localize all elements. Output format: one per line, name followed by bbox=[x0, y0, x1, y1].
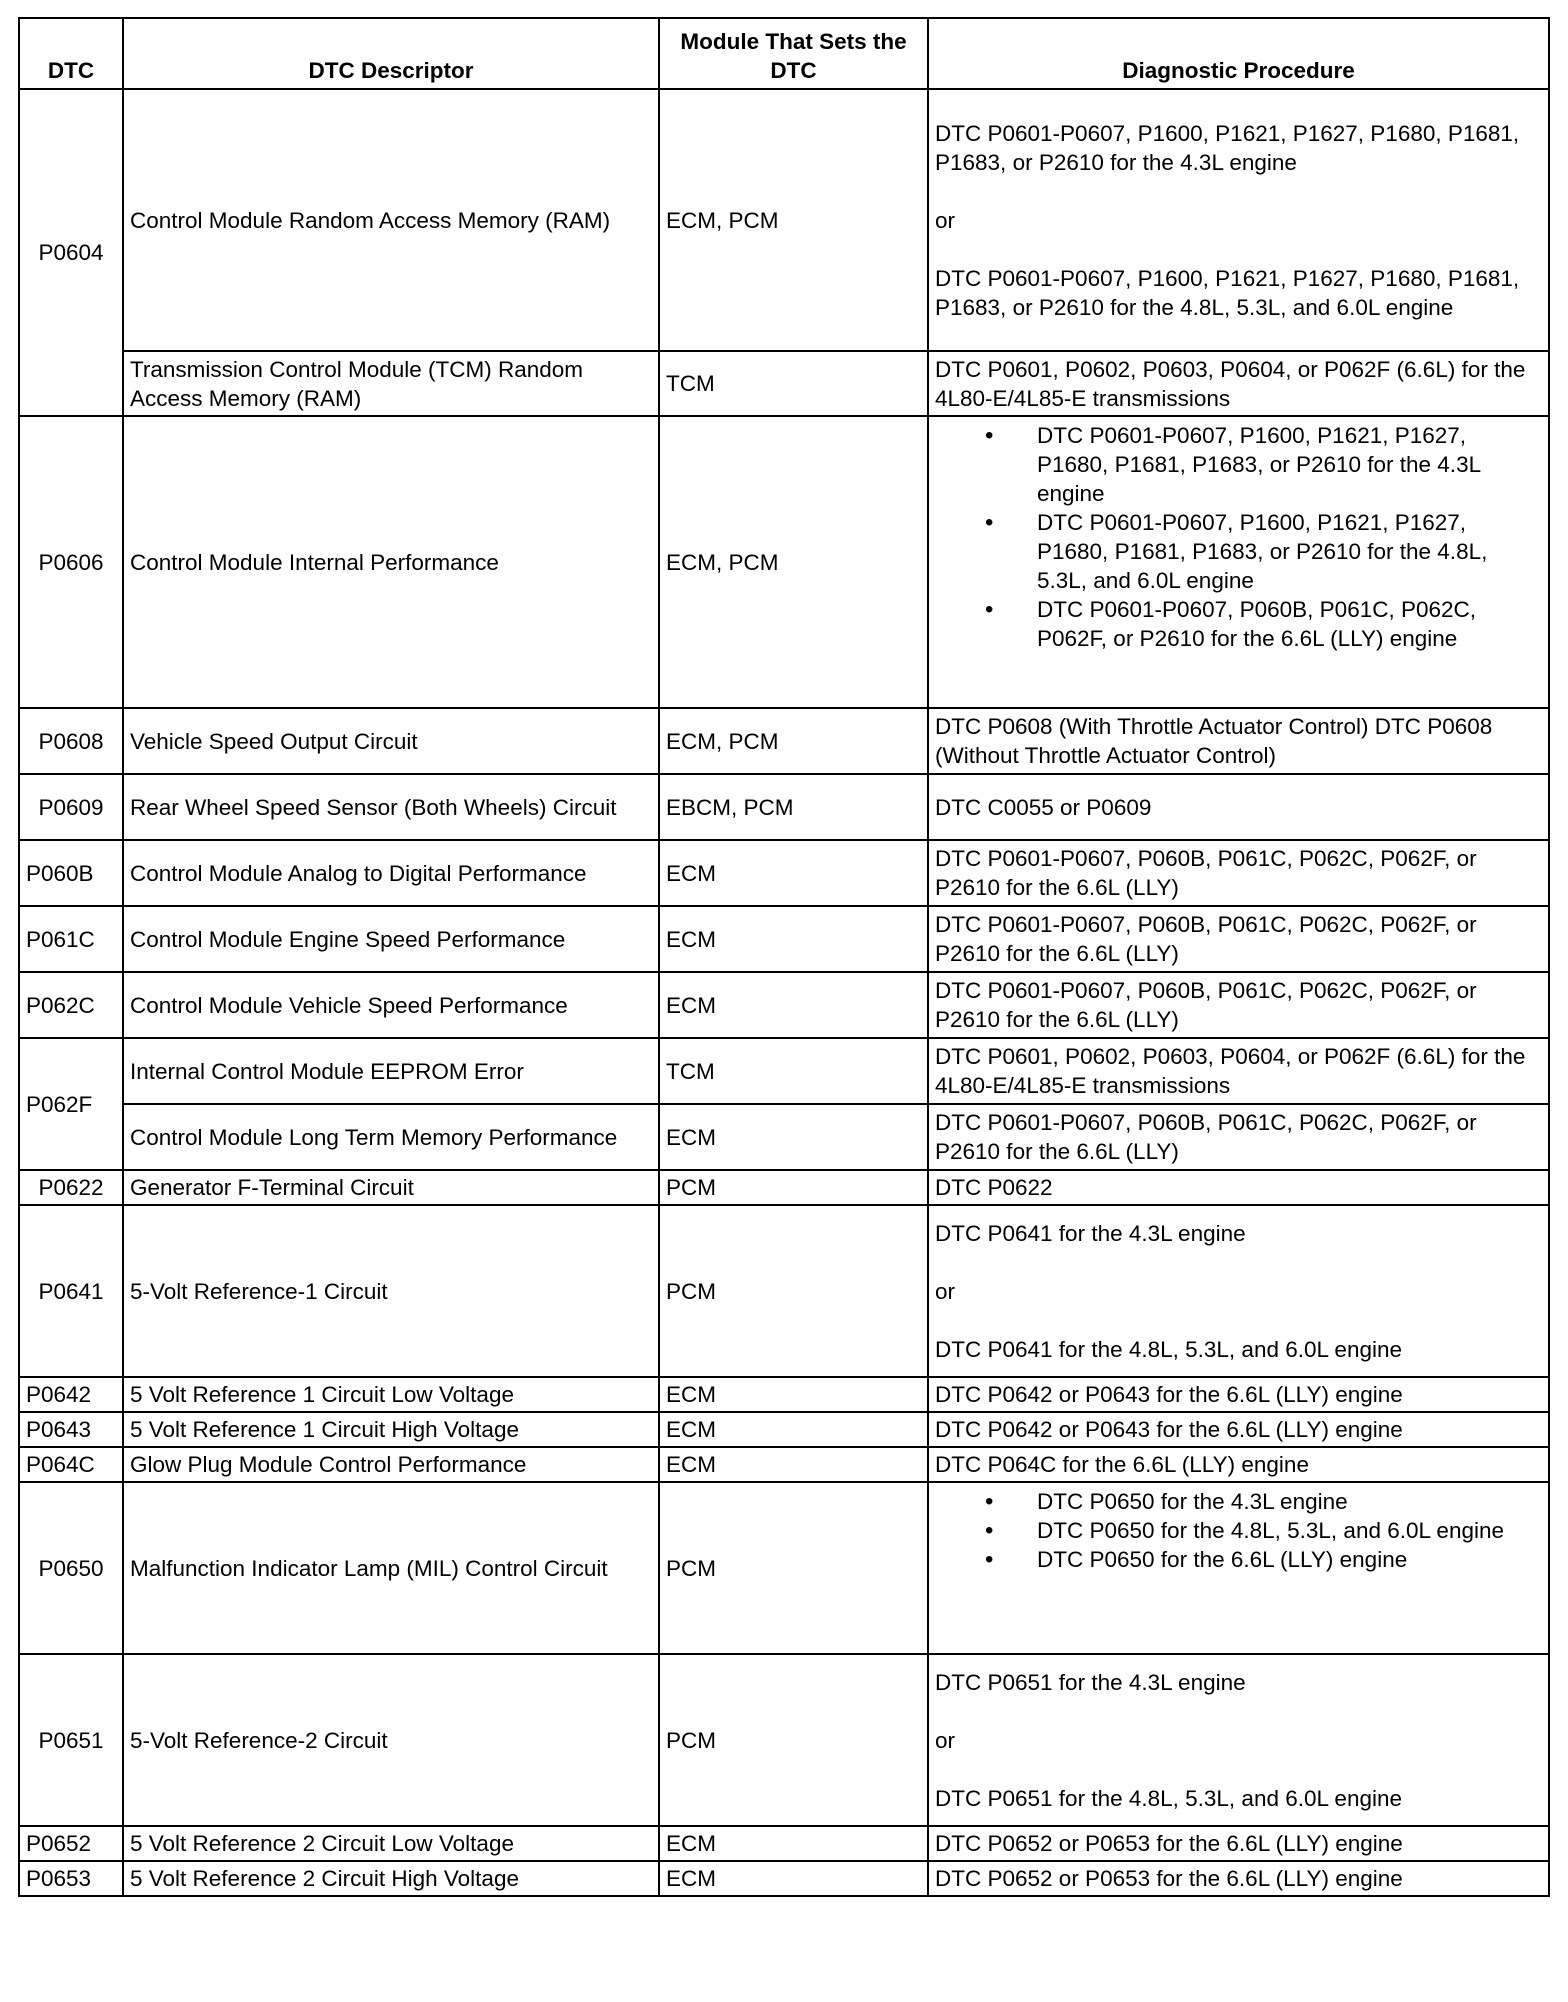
procedure-line: DTC P0601-P0607, P1600, P1621, P1627, P1680, P1681, P1683, or P2610 for the 4.3L engine bbox=[935, 120, 1520, 175]
list-item: • DTC P0601-P0607, P060B, P061C, P062C, P062F, or P2610 for the 6.6L (LLY) engine bbox=[1037, 595, 1542, 653]
procedure-bullet-list bbox=[935, 1487, 1542, 1574]
module: EBCM, PCM bbox=[659, 774, 928, 840]
diagnostic-procedure bbox=[928, 1654, 1549, 1826]
dtc-descriptor: Rear Wheel Speed Sensor (Both Wheels) Circuit bbox=[123, 774, 659, 840]
dtc-code: P0652 bbox=[19, 1826, 123, 1861]
diagnostic-procedure: DTC P0601-P0607, P060B, P061C, P062C, P062F, or P2610 for the 6.6L (LLY) bbox=[928, 1104, 1549, 1170]
diagnostic-procedure bbox=[928, 416, 1549, 708]
module: ECM, PCM bbox=[659, 416, 928, 708]
diagnostic-procedure: DTC P0601-P0607, P060B, P061C, P062C, P062F, or P2610 for the 6.6L (LLY) bbox=[928, 840, 1549, 906]
dtc-code: P0622 bbox=[19, 1170, 123, 1205]
dtc-descriptor: Control Module Internal Performance bbox=[123, 416, 659, 708]
list-item: • DTC P0601-P0607, P1600, P1621, P1627, P1680, P1681, P1683, or P2610 for the 4.3L engine bbox=[1037, 421, 1542, 508]
dtc-code: P064C bbox=[19, 1447, 123, 1482]
dtc-code: P0606 bbox=[19, 416, 123, 708]
module: ECM, PCM bbox=[659, 708, 928, 774]
dtc-descriptor: 5 Volt Reference 2 Circuit High Voltage bbox=[123, 1861, 659, 1896]
dtc-descriptor: Control Module Random Access Memory (RAM) bbox=[123, 89, 659, 351]
procedure-line: DTC P0651 for the 4.3L engine bbox=[935, 1669, 1246, 1695]
module: PCM bbox=[659, 1482, 928, 1654]
diagnostic-procedure bbox=[928, 89, 1549, 351]
module: ECM bbox=[659, 1861, 928, 1896]
table-row bbox=[19, 1447, 1549, 1482]
table-row bbox=[19, 1170, 1549, 1205]
module: ECM, PCM bbox=[659, 89, 928, 351]
table-row bbox=[19, 1826, 1549, 1861]
dtc-code: P0650 bbox=[19, 1482, 123, 1654]
dtc-code: P0604 bbox=[19, 89, 123, 416]
table-row bbox=[19, 972, 1549, 1038]
diagnostic-procedure bbox=[928, 1205, 1549, 1377]
module: ECM bbox=[659, 1377, 928, 1412]
table-row bbox=[19, 906, 1549, 972]
table-row bbox=[19, 351, 1549, 416]
list-item: • DTC P0650 for the 4.8L, 5.3L, and 6.0L engine bbox=[1037, 1516, 1542, 1545]
table-row bbox=[19, 1861, 1549, 1896]
table-row bbox=[19, 840, 1549, 906]
diagnostic-procedure: DTC P0642 or P0643 for the 6.6L (LLY) engine bbox=[928, 1412, 1549, 1447]
diagnostic-procedure bbox=[928, 1482, 1549, 1654]
module: TCM bbox=[659, 351, 928, 416]
header-procedure: Diagnostic Procedure bbox=[928, 18, 1549, 89]
module: ECM bbox=[659, 1826, 928, 1861]
table-row bbox=[19, 1482, 1549, 1654]
dtc-code: P0651 bbox=[19, 1654, 123, 1826]
table-row bbox=[19, 774, 1549, 840]
module: TCM bbox=[659, 1038, 928, 1104]
dtc-descriptor: Transmission Control Module (TCM) Random Access Memory (RAM) bbox=[123, 351, 659, 416]
header-module: Module That Sets the DTC bbox=[659, 18, 928, 89]
dtc-code: P0609 bbox=[19, 774, 123, 840]
dtc-code: P062F bbox=[19, 1038, 123, 1170]
dtc-descriptor: Vehicle Speed Output Circuit bbox=[123, 708, 659, 774]
table-row bbox=[19, 89, 1549, 351]
module: ECM bbox=[659, 1412, 928, 1447]
table-row bbox=[19, 1377, 1549, 1412]
diagnostic-procedure: DTC P064C for the 6.6L (LLY) engine bbox=[928, 1447, 1549, 1482]
diagnostic-procedure: DTC P0642 or P0643 for the 6.6L (LLY) engine bbox=[928, 1377, 1549, 1412]
dtc-table bbox=[18, 17, 1550, 1897]
procedure-bullet-list bbox=[935, 421, 1542, 653]
list-item: • DTC P0650 for the 6.6L (LLY) engine bbox=[1037, 1545, 1542, 1574]
dtc-code: P061C bbox=[19, 906, 123, 972]
procedure-line: DTC P0641 for the 4.3L engine bbox=[935, 1220, 1246, 1246]
module: ECM bbox=[659, 906, 928, 972]
header-row bbox=[19, 18, 1549, 89]
dtc-code: P060B bbox=[19, 840, 123, 906]
dtc-code: P0643 bbox=[19, 1412, 123, 1447]
dtc-descriptor: Control Module Analog to Digital Performance bbox=[123, 840, 659, 906]
table-row bbox=[19, 416, 1549, 708]
procedure-line: DTC P0651 for the 4.8L, 5.3L, and 6.0L engine bbox=[935, 1785, 1402, 1811]
dtc-descriptor: 5-Volt Reference-2 Circuit bbox=[123, 1654, 659, 1826]
module: PCM bbox=[659, 1170, 928, 1205]
table-row bbox=[19, 1412, 1549, 1447]
diagnostic-procedure: DTC P0601-P0607, P060B, P061C, P062C, P062F, or P2610 for the 6.6L (LLY) bbox=[928, 906, 1549, 972]
table-row bbox=[19, 1654, 1549, 1826]
module: PCM bbox=[659, 1205, 928, 1377]
table-row bbox=[19, 708, 1549, 774]
diagnostic-procedure: DTC P0652 or P0653 for the 6.6L (LLY) engine bbox=[928, 1861, 1549, 1896]
dtc-descriptor: Malfunction Indicator Lamp (MIL) Control Circuit bbox=[123, 1482, 659, 1654]
table-row bbox=[19, 1205, 1549, 1377]
diagnostic-procedure: DTC P0601, P0602, P0603, P0604, or P062F (6.6L) for the 4L80-E/4L85-E transmissions bbox=[928, 351, 1549, 416]
dtc-descriptor: 5 Volt Reference 1 Circuit Low Voltage bbox=[123, 1377, 659, 1412]
procedure-or: or bbox=[935, 1727, 956, 1753]
module: ECM bbox=[659, 1447, 928, 1482]
dtc-code: P0608 bbox=[19, 708, 123, 774]
dtc-descriptor: Glow Plug Module Control Performance bbox=[123, 1447, 659, 1482]
diagnostic-procedure: DTC C0055 or P0609 bbox=[928, 774, 1549, 840]
dtc-descriptor: 5 Volt Reference 1 Circuit High Voltage bbox=[123, 1412, 659, 1447]
procedure-line: DTC P0601-P0607, P1600, P1621, P1627, P1680, P1681, P1683, or P2610 for the 4.8L, 5.3L, and 6.0L engine bbox=[935, 265, 1520, 320]
dtc-descriptor: Internal Control Module EEPROM Error bbox=[123, 1038, 659, 1104]
diagnostic-procedure: DTC P0608 (With Throttle Actuator Control) DTC P0608 (Without Throttle Actuator Control) bbox=[928, 708, 1549, 774]
dtc-descriptor: Control Module Engine Speed Performance bbox=[123, 906, 659, 972]
diagnostic-procedure: DTC P0652 or P0653 for the 6.6L (LLY) engine bbox=[928, 1826, 1549, 1861]
procedure-line: DTC P0641 for the 4.8L, 5.3L, and 6.0L engine bbox=[935, 1336, 1402, 1362]
diagnostic-procedure: DTC P0622 bbox=[928, 1170, 1549, 1205]
header-descriptor: DTC Descriptor bbox=[123, 18, 659, 89]
module: PCM bbox=[659, 1654, 928, 1826]
dtc-code: P0653 bbox=[19, 1861, 123, 1896]
list-item: • DTC P0601-P0607, P1600, P1621, P1627, P1680, P1681, P1683, or P2610 for the 4.8L, 5.3L, and 6.0L engine bbox=[1037, 508, 1542, 595]
diagnostic-procedure: DTC P0601-P0607, P060B, P061C, P062C, P062F, or P2610 for the 6.6L (LLY) bbox=[928, 972, 1549, 1038]
procedure-or: or bbox=[935, 207, 956, 233]
procedure-or: or bbox=[935, 1278, 956, 1304]
module: ECM bbox=[659, 840, 928, 906]
dtc-descriptor: 5-Volt Reference-1 Circuit bbox=[123, 1205, 659, 1377]
dtc-code: P0641 bbox=[19, 1205, 123, 1377]
dtc-descriptor: Control Module Long Term Memory Performance bbox=[123, 1104, 659, 1170]
header-dtc: DTC bbox=[19, 18, 123, 89]
list-item: • DTC P0650 for the 4.3L engine bbox=[1037, 1487, 1542, 1516]
dtc-code: P062C bbox=[19, 972, 123, 1038]
module: ECM bbox=[659, 972, 928, 1038]
dtc-code: P0642 bbox=[19, 1377, 123, 1412]
dtc-descriptor: Control Module Vehicle Speed Performance bbox=[123, 972, 659, 1038]
module: ECM bbox=[659, 1104, 928, 1170]
dtc-descriptor: Generator F-Terminal Circuit bbox=[123, 1170, 659, 1205]
table-row bbox=[19, 1038, 1549, 1104]
dtc-descriptor: 5 Volt Reference 2 Circuit Low Voltage bbox=[123, 1826, 659, 1861]
table-row bbox=[19, 1104, 1549, 1170]
diagnostic-procedure: DTC P0601, P0602, P0603, P0604, or P062F (6.6L) for the 4L80-E/4L85-E transmissions bbox=[928, 1038, 1549, 1104]
